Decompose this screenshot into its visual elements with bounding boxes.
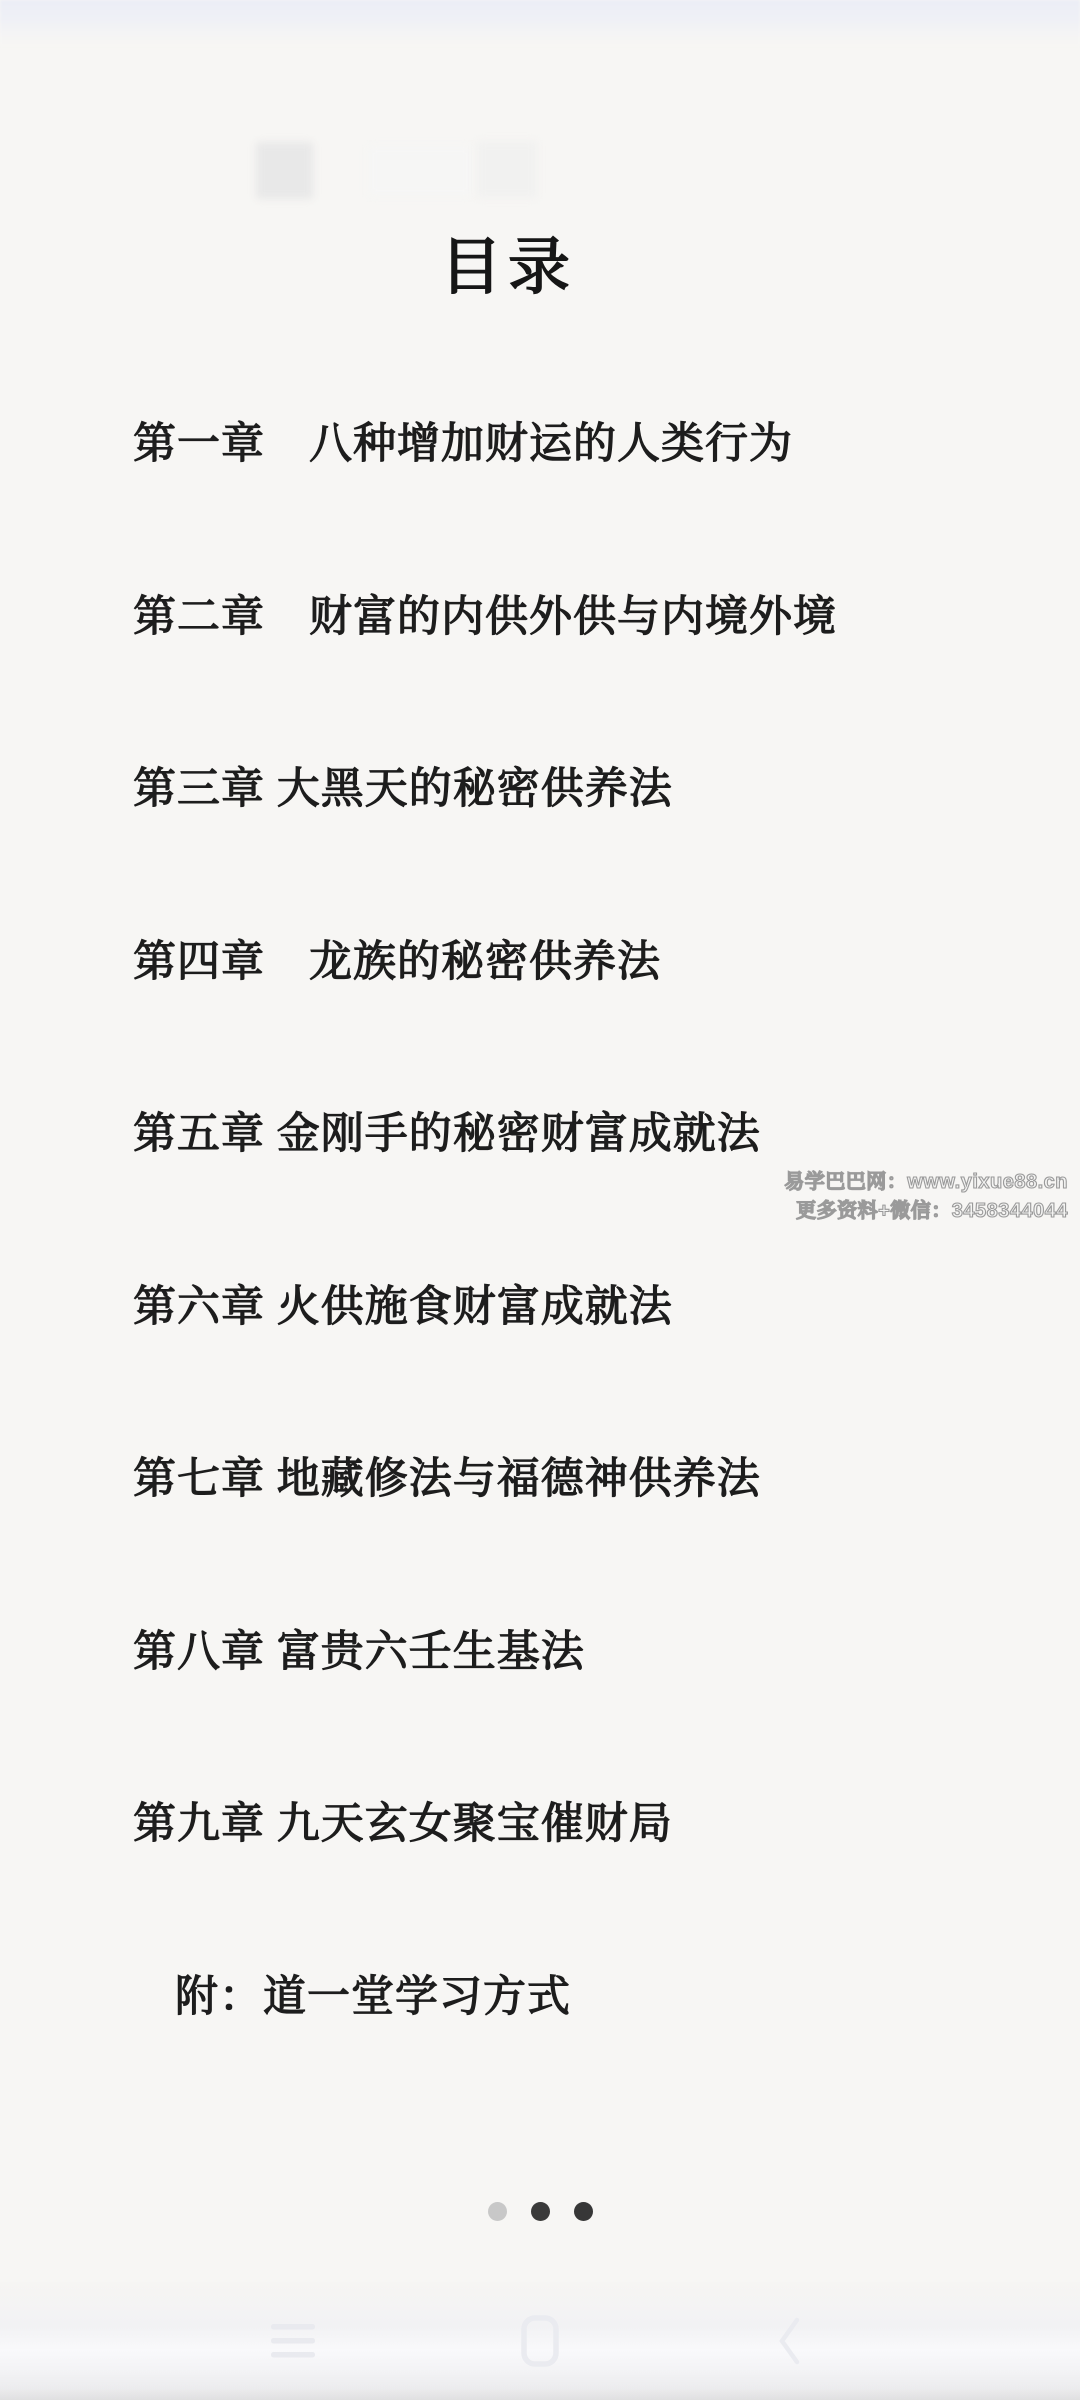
- home-icon: [520, 2315, 560, 2367]
- watermark-line-2: 更多资料+微信：3458344044: [796, 1200, 1068, 1222]
- page-dot: [574, 2202, 593, 2221]
- toc-item-chapter-3: 第三章 大黑天的秘密供养法: [133, 766, 673, 813]
- toc-item-chapter-7: 第七章 地藏修法与福德神供养法: [133, 1456, 761, 1503]
- page-title: 目录: [439, 234, 576, 302]
- page-dot: [488, 2202, 507, 2221]
- toc-item-chapter-2: 第二章 财富的内供外供与内境外境: [133, 594, 837, 641]
- nav-back-button[interactable]: [746, 2308, 832, 2374]
- toc-item-appendix: 附：道一堂学习方式: [175, 1974, 571, 2021]
- nav-menu-button[interactable]: [250, 2308, 336, 2374]
- toc-item-chapter-1: 第一章 八种增加财运的人类行为: [133, 421, 793, 468]
- toc-item-chapter-4: 第四章 龙族的秘密供养法: [133, 939, 661, 986]
- toc-item-chapter-9: 第九章 九天玄女聚宝催财局: [133, 1801, 673, 1848]
- menu-icon: [269, 2322, 317, 2360]
- toc-item-chapter-8: 第八章 富贵六壬生基法: [133, 1629, 585, 1676]
- toc-item-chapter-6: 第六章 火供施食财富成就法: [133, 1284, 673, 1331]
- nav-home-button[interactable]: [497, 2308, 583, 2374]
- watermark: [784, 1168, 1068, 1226]
- toc-item-chapter-5: 第五章 金刚手的秘密财富成就法: [133, 1111, 761, 1158]
- page-indicator: [0, 2202, 1080, 2221]
- navigation-bar: [0, 2282, 1080, 2400]
- page-dot: [531, 2202, 550, 2221]
- watermark-line-1: 易学巴巴网：www.yixue88.cn: [784, 1171, 1068, 1193]
- back-icon: [775, 2316, 803, 2366]
